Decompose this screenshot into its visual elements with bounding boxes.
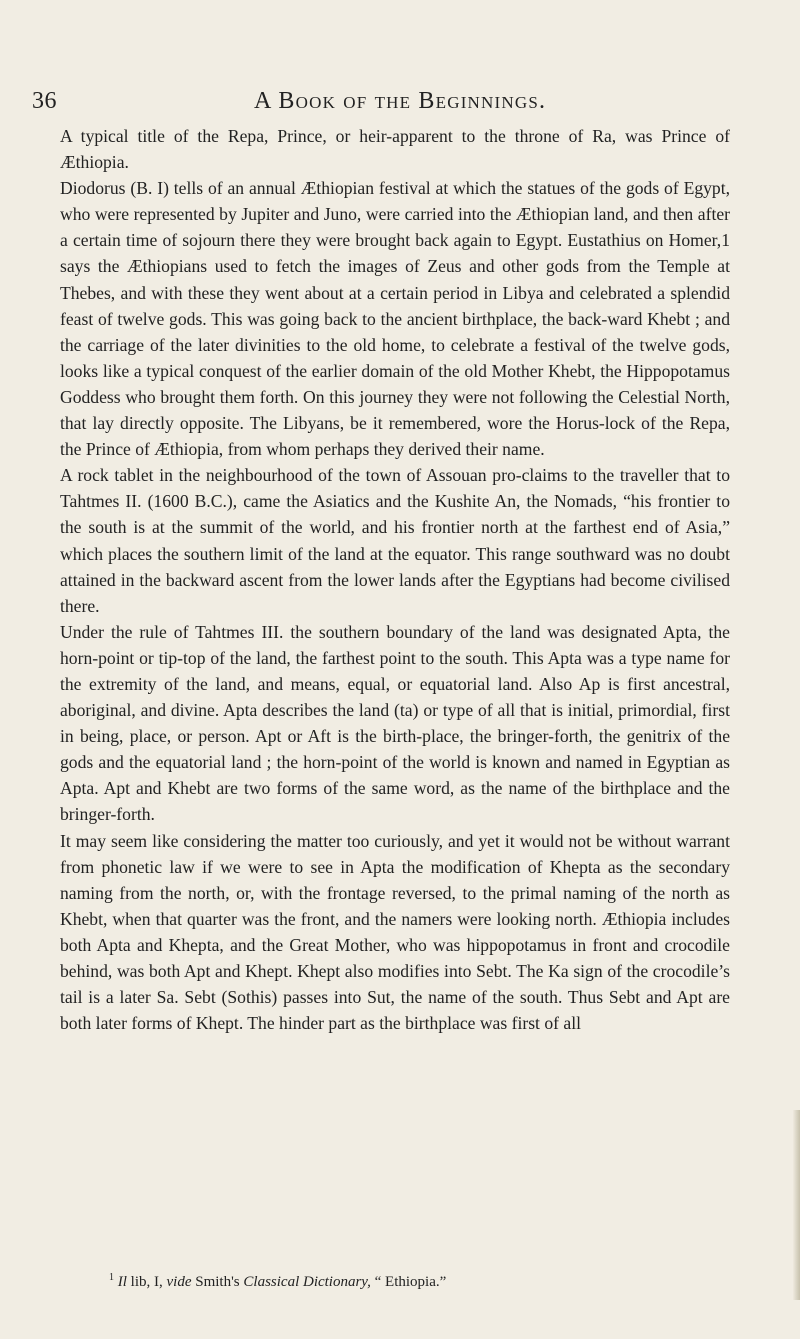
footnote-part-c: vide (166, 1274, 192, 1290)
page-number: 36 (32, 88, 57, 114)
footnote-part-a: Il (117, 1274, 127, 1290)
footnote-part-f: “ Ethiopia.” (374, 1274, 447, 1290)
paragraph-1: A typical title of the Repa, Prince, or heir-apparent to the throne of Ra, was Prince of Æthiopia. (60, 126, 730, 173)
paragraph-2: Diodorus (B. I) tells of an annual Æthiopian festival at which the statues of the gods of Egypt, who were represented by Jupiter and Juno, were carried into the Æthiopian land, and then after a certain time of sojourn there they were brought back again to Egypt. Eustathius on Homer,1 says the Æthiopians used to fetch the images of Zeus and other gods from the Temple at Thebes, and with these they went about at a certain period in Libya and celebrated a splendid feast of twelve gods. This was going back to the ancient birthplace, the back-ward Khebt ; and the carriage of the later divinities to the old home, to celebrate a festival of the twelve gods, looks like a typical conquest of the earlier domain of the old Mother Khebt, the Hippopotamus Goddess who brought them forth. On this journey they were not following the Celestial North, that lay directly opposite. The Libyans, be it remembered, wore the Horus-lock of the Repa, the Prince of Æthiopia, from whom perhaps they derived their name. (60, 178, 730, 460)
footnote-part-b: lib, I, (130, 1274, 163, 1290)
footnote (109, 1272, 446, 1292)
footnote-marker: 1 (109, 1272, 114, 1283)
main-text (60, 123, 730, 1036)
running-head (32, 88, 732, 120)
paragraph-3: A rock tablet in the neighbourhood of the town of Assouan pro-claims to the traveller that to Tahtmes II. (1600 B.C.), came the Asiatics and the Kushite An, the Nomads, “his frontier to the south is at the summit of the world, and his frontier north at the farthest end of Asia,” which places the southern limit of the land at the equator. This range southward was no doubt attained in the backward ascent from the lower lands after the Egyptians had become civilised there. (60, 465, 730, 616)
paragraph-5: It may seem like considering the matter too curiously, and yet it would not be without warrant from phonetic law if we were to see in Apta the modification of Khepta as the secondary naming from the north, or, with the frontage reversed, to the primal naming of the north as Khebt, when that quarter was the front, and the namers were looking north. Æthiopia includes both Apta and Khepta, and the Great Mother, who was hippopotamus in front and crocodile behind, was both Apt and Khept. Khept also modifies into Sebt. The Ka sign of the crocodile’s tail is a later Sa. Sebt (Sothis) passes into Sut, the name of the south. Thus Sebt and Apt are both later forms of Khept. The hinder part as the birthplace was first of all (60, 830, 730, 1034)
running-head-title: A Book of the Beginnings. (254, 88, 547, 114)
footnote-part-d: Smith's (195, 1274, 240, 1290)
footnote-part-e: Classical Dictionary, (243, 1274, 371, 1290)
paragraph-4: Under the rule of Tahtmes III. the southern boundary of the land was designated Apta, the horn-point or tip-top of the land, the farthest point to the south. This Apta was a type name for the extremity of the land, and means, equal, or equatorial land. Also Ap is first ancestral, aboriginal, and divine. Apta describes the land (ta) or type of all that is initial, primordial, first in being, place, or person. Apt or Aft is the birth-place, the bringer-forth, the genitrix of the gods and the equatorial land ; the horn-point of the world is known and named in Egyptian as Apta. Apt and Khebt are two forms of the same word, as the name of the birthplace and the bringer-forth. (60, 621, 730, 825)
page-edge-shadow (793, 1110, 800, 1300)
